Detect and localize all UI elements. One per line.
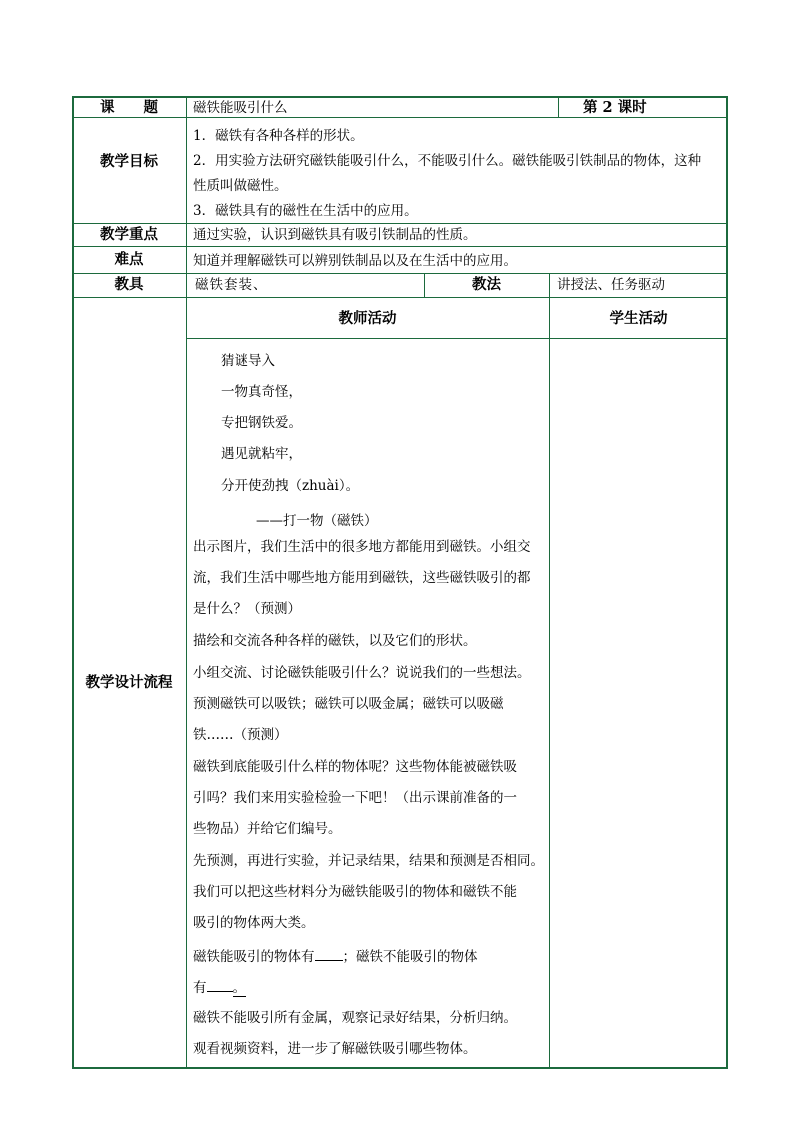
text-line: 专把钢铁爱。 (221, 415, 302, 431)
text-line: 观看视频资料，进一步了解磁铁吸引哪些物体。 (193, 1041, 477, 1057)
tools-value: 磁铁套装、 (195, 277, 268, 293)
rule (72, 297, 728, 298)
text-line: 磁铁不能吸引所有金属，观察记录好结果，分析归纳。 (193, 1010, 517, 1026)
goal-line: 3．磁铁具有的磁性在生活中的应用。 (193, 203, 418, 219)
text-line: 磁铁到底能吸引什么样的物体呢？这些物体能被磁铁吸 (193, 759, 517, 775)
text-line: 我们可以把这些材料分为磁铁能吸引的物体和磁铁不能 (193, 884, 517, 900)
text-fragment: 有 (193, 980, 207, 996)
goal-line: 1．磁铁有各种各样的形状。 (193, 128, 364, 144)
difficulty-value: 知道并理解磁铁可以辨别铁制品以及在生活中的应用。 (193, 253, 517, 269)
goal-line: 2．用实验方法研究磁铁能吸引什么，不能吸引什么。磁铁能吸引铁制品的物体，这种 (193, 153, 702, 169)
text-line: 吸引的物体两大类。 (193, 915, 315, 931)
tools-label: 教具 (114, 276, 144, 293)
rule (549, 273, 550, 1069)
rule (186, 96, 187, 1069)
subject-label: 课 题 (100, 99, 158, 116)
method-label: 教法 (472, 276, 501, 293)
text-fragment: ；磁铁不能吸引的物体 (342, 949, 478, 965)
rule (558, 96, 559, 118)
goal-line: 性质叫做磁性。 (193, 178, 288, 194)
rule (72, 223, 728, 224)
text-line: 引吗？我们来用实验检验一下吧！（出示课前准备的一 (193, 790, 517, 806)
text-line: 先预测，再进行实验，并记录结果，结果和预测是否相同。 (193, 853, 544, 869)
text-line: 预测磁铁可以吸铁；磁铁可以吸金属；磁铁可以吸磁 (193, 696, 504, 712)
text-line: 遇见就粘牢， (221, 446, 302, 462)
rule (72, 273, 728, 274)
text-line: 一物真奇怪， (221, 384, 302, 400)
fill-in-line (193, 978, 246, 996)
answer-blank (315, 947, 343, 961)
text-line: 铁……（预测） (193, 727, 288, 743)
text-line: 分开使劲拽（zhuài）。 (221, 478, 360, 494)
goals-label: 教学目标 (100, 153, 158, 170)
key-point-label: 教学重点 (100, 226, 158, 243)
method-value: 讲授法、任务驱动 (557, 277, 665, 293)
text-line: 流，我们生活中哪些地方能用到磁铁，这些磁铁吸引的都 (193, 570, 531, 586)
answer-blank (207, 978, 233, 992)
process-label: 教学设计流程 (85, 674, 173, 691)
text-line: 猜谜导入 (221, 353, 275, 369)
key-point-value: 通过实验，认识到磁铁具有吸引铁制品的性质。 (193, 227, 477, 243)
text-line: 些物品）并给它们编号。 (193, 821, 342, 837)
difficulty-label: 难点 (114, 251, 144, 268)
rule (186, 338, 728, 339)
teacher-activity-header: 教师活动 (338, 310, 397, 327)
text-line: ——打一物（磁铁） (256, 513, 378, 529)
period-label: 第 2 课时 (583, 99, 647, 116)
text-fragment: 。 (232, 980, 246, 996)
fill-in-line (193, 947, 478, 965)
text-line: 描绘和交流各种各样的磁铁，以及它们的形状。 (193, 633, 477, 649)
student-activity-header: 学生活动 (609, 310, 668, 327)
rule (72, 246, 728, 247)
rule (72, 117, 728, 118)
text-line: 出示图片，我们生活中的很多地方都能用到磁铁。小组交 (193, 539, 531, 555)
subject-value: 磁铁能吸引什么 (193, 100, 288, 116)
text-line: 小组交流、讨论磁铁能吸引什么？说说我们的一些想法。 (193, 665, 531, 681)
text-fragment: 磁铁能吸引的物体有 (193, 949, 315, 965)
text-line: 是什么？（预测） (193, 601, 301, 617)
